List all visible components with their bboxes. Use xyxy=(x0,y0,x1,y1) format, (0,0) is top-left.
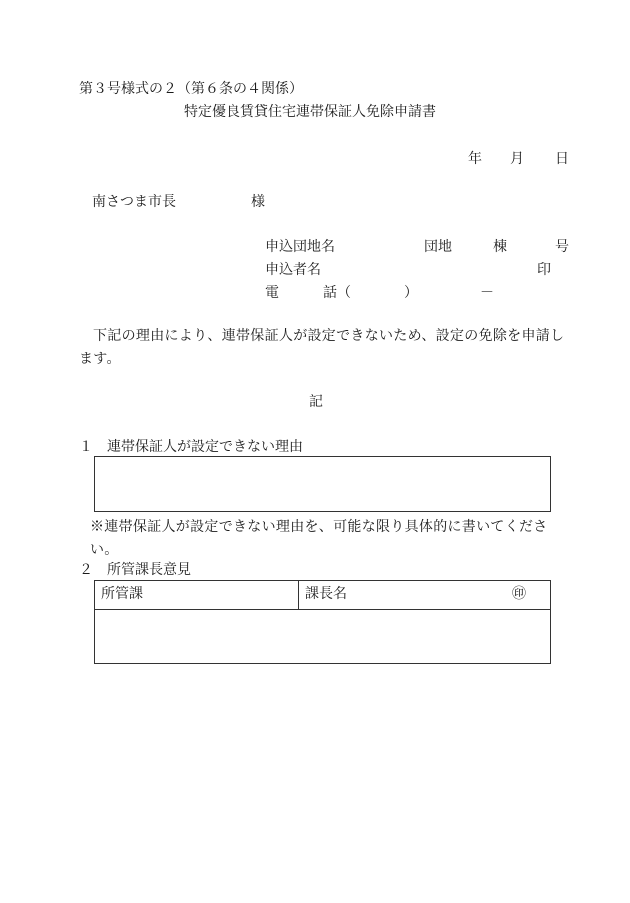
reason-note: ※連帯保証人が設定できない理由を、可能な限り具体的に書いてください。 xyxy=(90,519,548,558)
addressee-honorific: 様 xyxy=(251,194,265,210)
date-day-label: 日 xyxy=(555,151,569,167)
opinion-table-col-divider xyxy=(298,581,299,609)
ki-mark: 記 xyxy=(309,394,323,410)
room-unit-label: 号 xyxy=(555,239,569,255)
section1-heading: １ 連帯保証人が設定できない理由 xyxy=(79,439,303,455)
phone-dash: － xyxy=(480,285,494,301)
opinion-table xyxy=(94,580,551,664)
form-number: 第３号様式の２（第６条の４関係） xyxy=(79,81,303,97)
phone-paren-close: ） xyxy=(404,285,418,301)
complex-name-label: 申込団地名 xyxy=(265,239,335,255)
phone-label-1: 電 xyxy=(265,285,279,301)
applicant-seal-mark: 印 xyxy=(537,262,551,278)
phone-label-2: 話（ xyxy=(323,285,351,301)
body-text: 下記の理由により、連帯保証人が設定できないため、設定の免除を申請します。 xyxy=(79,328,565,367)
reason-box[interactable] xyxy=(94,456,551,512)
opinion-field[interactable] xyxy=(95,610,550,663)
chief-name-label: 課長名 xyxy=(305,586,347,602)
addressee-name: 南さつま市長 xyxy=(92,194,176,210)
building-unit-label: 棟 xyxy=(493,239,507,255)
complex-unit-label: 団地 xyxy=(424,239,452,255)
chief-seal-mark: ㊞ xyxy=(512,586,526,602)
document-title: 特定優良賃貸住宅連帯保証人免除申請書 xyxy=(184,104,436,120)
section2-heading: ２ 所管課長意見 xyxy=(79,562,191,578)
dept-label: 所管課 xyxy=(101,586,143,602)
date-month-label: 月 xyxy=(510,151,524,167)
applicant-name-label: 申込者名 xyxy=(265,262,321,278)
date-year-label: 年 xyxy=(468,151,482,167)
